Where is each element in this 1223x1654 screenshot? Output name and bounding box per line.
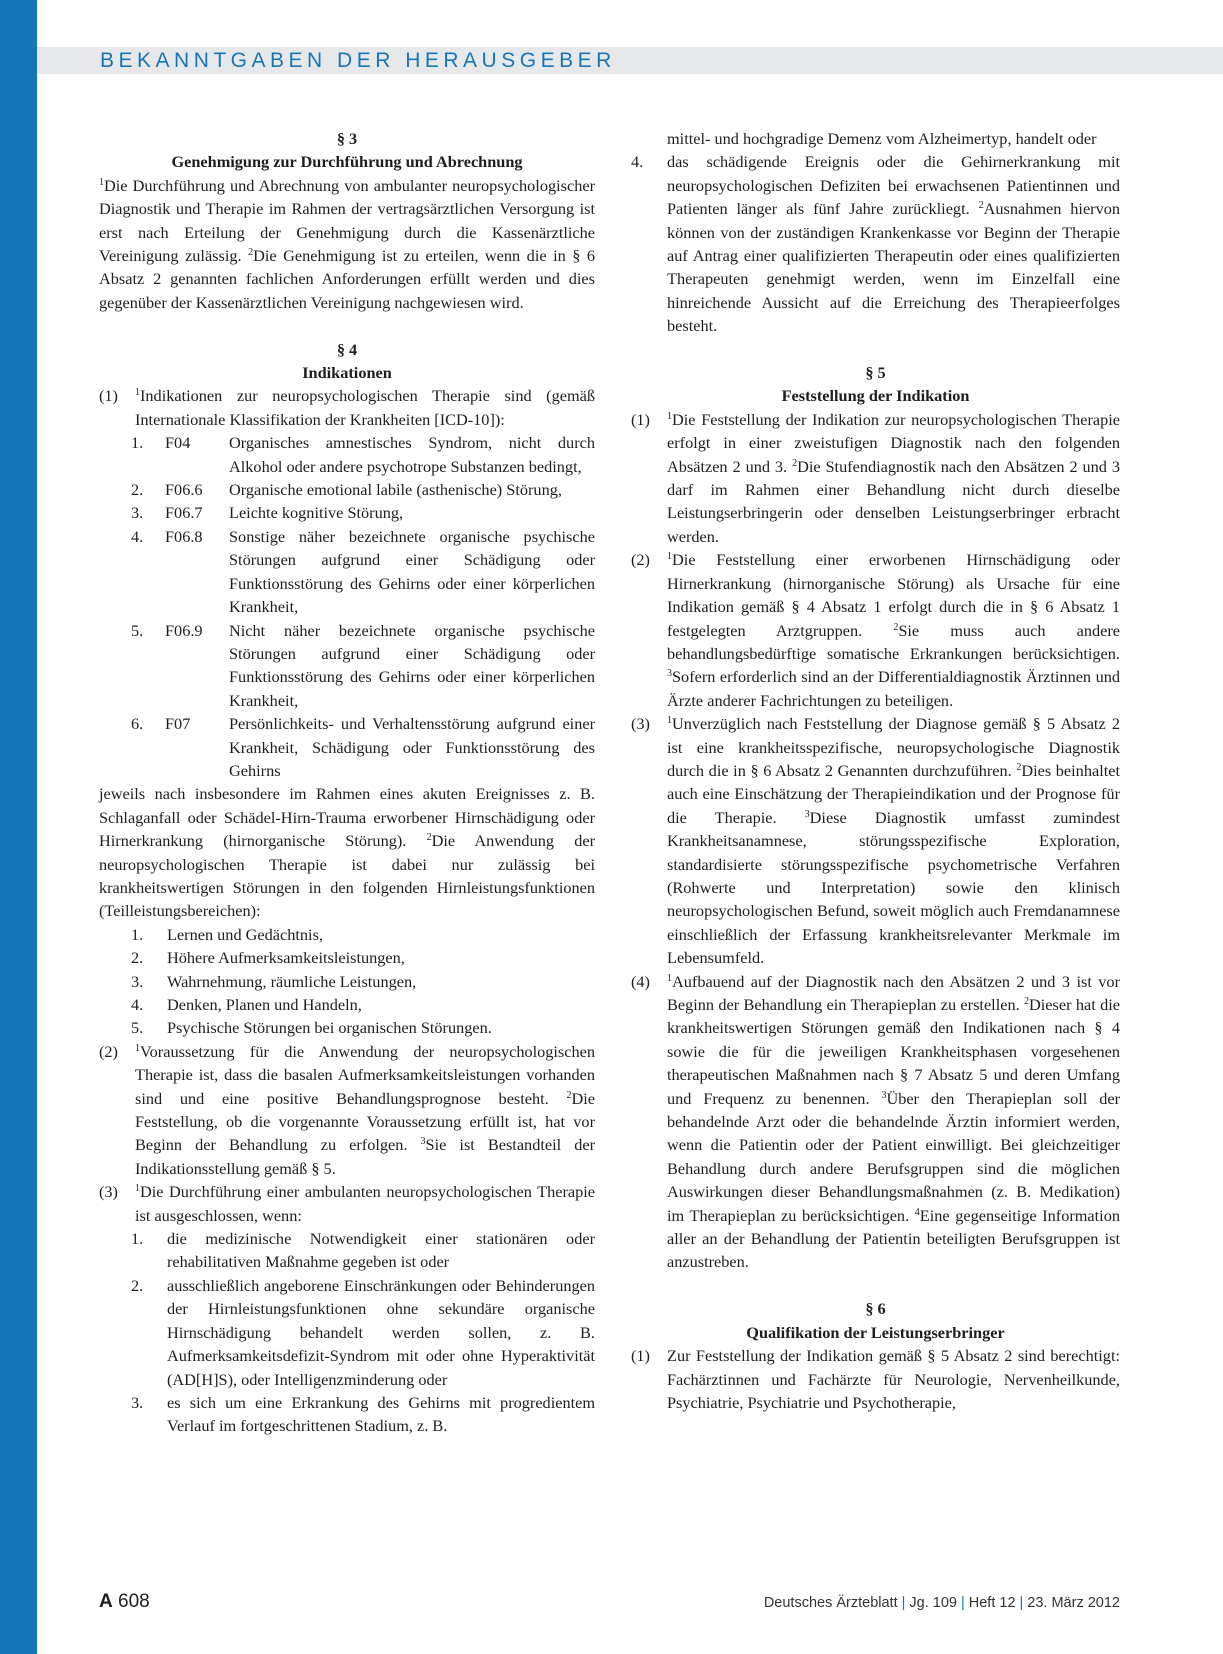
- page-number: A 608: [99, 1591, 150, 1612]
- icd-list: [99, 431, 595, 782]
- section-3-title: Genehmigung zur Durchführung und Abrechnung: [171, 152, 523, 172]
- icd-item: 1. F04 Organisches amnestisches Syndrom, nicht durch Alkohol oder andere psychotrope Substanzen bedingt,: [131, 433, 595, 476]
- icd-code: F04: [165, 433, 191, 453]
- paragraph-label: (1): [631, 1346, 650, 1366]
- paragraph-label: (1): [631, 409, 650, 429]
- journal-issue: Heft 12: [968, 1595, 1016, 1611]
- icd-code: F06.6: [165, 480, 203, 500]
- list-item: 2. ausschließlich angeborene Einschränkungen oder Behinderungen der Hirnleistungsfunktionen ohne sekundäre organische Hirnschädigung behandelt werden sollen, z. B. Aufmerksamkeitsdefizit-Syndrom mit oder ohne Hyperaktivität (AD[H]S), oder Intelligenzminderung oder: [131, 1275, 595, 1389]
- icd-code: F06.7: [165, 503, 203, 523]
- paragraph-label: (4): [631, 971, 650, 991]
- journal-volume: Jg. 109: [909, 1595, 957, 1611]
- paragraph-label: (3): [631, 714, 650, 734]
- section-4: [99, 338, 595, 1438]
- section-6-title: Qualifikation der Leistungserbringer: [746, 1322, 1005, 1342]
- separator: |: [901, 1595, 906, 1611]
- paragraph-label: (2): [99, 1041, 118, 1061]
- list-item: 1. die medizinische Notwendigkeit einer stationären oder rehabilitativen Maßnahme gegeben ist oder: [131, 1229, 595, 1272]
- paragraph-label: (3): [99, 1182, 118, 1202]
- right-column: [631, 127, 1120, 1414]
- section-4-paragraph-2: (2) $^1$Voraussetzung für die Anwendung der neuropsychologischen Therapie ist, dass die basalen Aufmerksamkeitsleistungen vorhanden sind und eine positive Behandlungsprognose besteht. $^2$Die Feststellung, ob die vorgenannte Voraussetzung erfüllt ist, hat vor Beginn der Behandlung zu erfolgen. $^3$Sie ist Bestandteil der Indikationsstellung gemäß § 5.: [99, 1041, 595, 1178]
- icd-item: 2. F06.6 Organische emotional labile (asthenische) Störung,: [99, 478, 595, 501]
- section-4-number: § 4: [336, 339, 358, 359]
- list-item: 3. Wahrnehmung, räumliche Leistungen,: [131, 971, 417, 991]
- section-4-paragraph-3: (3) $^1$Die Durchführung einer ambulanten neuropsychologischen Therapie ist ausgeschlossen, wenn:: [99, 1182, 595, 1225]
- section-5: [631, 361, 1120, 1274]
- journal-citation: [764, 1595, 1120, 1611]
- journal-date: 23. März 2012: [1027, 1595, 1120, 1611]
- icd-code: F06.9: [165, 620, 203, 640]
- section-3: [99, 127, 595, 314]
- brain-function-areas-list: [99, 923, 595, 1040]
- separator: |: [1019, 1595, 1024, 1611]
- section-5-paragraph-1: (1) $^1$Die Feststellung der Indikation zur neuropsychologischen Therapie erfolgt in einer zweistufigen Diagnostik nach den folgenden Absätzen 2 und 3. $^2$Die Stufendiagnostik nach den Absätzen 2 und 3 darf im Rahmen einer Behandlung nicht durch dieselbe Leistungserbringerin oder denselben Leistungserbringer erbracht werden.: [631, 409, 1121, 546]
- icd-item: 4. F06.8 Sonstige näher bezeichnete organische psychische Störungen aufgrund einer Schädigung oder Funktionsstörung des Gehirns oder einer körperlichen Krankheit,: [131, 526, 595, 617]
- icd-item: 3. F06.7 Leichte kognitive Störung,: [99, 501, 595, 524]
- journal-name: Deutsches Ärzteblatt: [763, 1595, 898, 1611]
- list-item: 3. es sich um eine Erkrankung des Gehirns mit progredientem Verlauf im fortgeschrittenen Stadium, z. B.: [131, 1392, 595, 1436]
- section-3-number: § 3: [336, 129, 358, 148]
- section-4-paragraph-1-continuation: jeweils nach insbesondere im Rahmen eines akuten Ereignisses z. B. Schlaganfall oder Schädel-Hirn-Trauma erworbener Hirnschädigung oder Hirnerkrankung (hirnorganische Störung). $^2$Die Anwendung der neuropsychologischen Therapie ist dabei nur zulässig bei krankheitswertigen Störungen in den folgenden Hirnleistungsfunktionen (Teilleistungsbereichen):: [99, 784, 595, 921]
- icd-item: 6. F07 Persönlichkeits- und Verhaltensstörung aufgrund einer Krankheit, Schädigung oder Funktionsstörung des Gehirns: [131, 714, 595, 780]
- icd-code: F07: [165, 714, 191, 734]
- icd-item: 5. F06.9 Nicht näher bezeichnete organische psychische Störungen aufgrund einer Schädigung oder Funktionsstörung des Gehirns oder einer körperlichen Krankheit,: [131, 620, 595, 710]
- paragraph-label: (1): [99, 386, 118, 406]
- exclusion-item-3-continuation: mittel- und hochgradige Demenz vom Alzheimertyp, handelt oder: [667, 129, 1097, 148]
- section-5-title: Feststellung der Indikation: [781, 386, 970, 406]
- section-5-paragraph-3: (3) $^1$Unverzüglich nach Feststellung der Diagnose gemäß § 5 Absatz 2 ist eine krankheitsspezifische, neuropsychologische Diagnostik durch die in § 6 Absatz 2 Genannten durchzuführen. $^2$Dies beinhaltet auch eine Einschätzung der Therapieindikation und der Prognose für die Therapie. $^3$Diese Diagnostik umfasst zumindest Krankheitsanamnese, störungsspezifische Exploration, standardisierte störungsspezifische psychometrische Verfahren (Rohwerte und Interpretation) sowie den klinisch neuropsychologischen Befund, soweit möglich auch Fremdanamnese einschließlich der Erfassung krankheitsrelevanter Merkmale im Lebensumfeld.: [631, 714, 1120, 968]
- section-4-paragraph-1: (1) $^1$Indikationen zur neuropsychologischen Therapie sind (gemäß Internationale Klassifikation der Krankheiten [ICD-10]):: [99, 386, 595, 429]
- list-item: 5. Psychische Störungen bei organischen Störungen.: [131, 1018, 492, 1038]
- section-6-paragraph-1: (1) Zur Feststellung der Indikation gemäß § 5 Absatz 2 sind berechtigt: Fachärztinnen und Fachärzte für Neurologie, Nervenheilkunde, Psychiatrie, Psychiatrie und Psychotherapie,: [631, 1346, 1120, 1412]
- paragraph-label: (2): [631, 550, 650, 570]
- list-item: 4. das schädigende Ereignis oder die Gehirnerkrankung mit neuropsychologischen Defiziten bei erwachsenen Patientinnen und Patienten länger als fünf Jahre zurückliegt. $^2$Ausnahmen hiervon können von der zuständigen Krankenkasse vor Beginn der Therapie auf Antrag einer qualifizierten Therapeutin oder eines qualifizierten Therapeuten genehmigt werden, wenn im Einzelfall eine hinreichende Aussicht auf die Erreichung des Therapieerfolges besteht.: [631, 152, 1121, 336]
- blue-sidebar-bar: [0, 0, 37, 1654]
- icd-code: F06.8: [165, 526, 203, 546]
- section-5-paragraph-2: (2) $^1$Die Feststellung einer erworbenen Hirnschädigung oder Hirnerkrankung (hirnorganische Störung) als Ursache für eine Indikation gemäß § 4 Absatz 1 erfolgt durch die in § 6 Absatz 1 festgelegten Arztgruppen. $^2$Sie muss auch andere behandlungsbedürftige somatische Erkrankungen berücksichtigen. $^3$Sofern erforderlich sind an der Differentialdiagnostik Ärztinnen und Ärzte anderer Fachrichtungen zu beteiligen.: [631, 550, 1121, 710]
- section-5-number: § 5: [865, 363, 886, 383]
- exclusion-list: [99, 1227, 595, 1438]
- list-item: 1. Lernen und Gedächtnis,: [131, 924, 323, 944]
- section-5-paragraph-4: (4) $^1$Aufbauend auf der Diagnostik nach den Absätzen 2 und 3 ist vor Beginn der Behandlung ein Therapieplan zu erstellen. $^2$Dieser hat die krankheitswertigen Störungen gemäß den Indikationen nach § 4 sowie die für die jeweiligen Krankheitsphasen vorgesehenen therapeutischen Maßnahmen nach § 7 Absatz 5 und deren Umfang und Frequenz zu benennen. $^3$Über den Therapieplan soll der behandelnde Arzt oder die behandelnde Ärztin informiert werden, wenn die Patientin oder der Patient einwilligt. Bei gleichzeitiger Behandlung durch andere Berufsgruppen sind die möglichen Auswirkungen dieser Behandlungsmaßnahmen (z. B. Medikation) im Therapieplan zu berücksichtigen. $^4$Eine gegenseitige Information aller an der Behandlung der Patientin beteiligten Berufsgruppen ist anzustreben.: [631, 971, 1120, 1272]
- list-item: 4. Denken, Planen und Handeln,: [131, 995, 362, 1015]
- separator: |: [960, 1595, 965, 1611]
- list-item: 2. Höhere Aufmerksamkeitsleistungen,: [131, 948, 405, 968]
- left-column: [99, 127, 595, 1438]
- section-3-text: $^1$Die Durchführung und Abrechnung von ambulanter neuropsychologischer Diagnostik und Therapie im Rahmen der vertragsärztlichen Versorgung ist erst nach Erteilung der Genehmigung durch die Kassenärztliche Vereinigung zulässig. $^2$Die Genehmigung ist zu erteilen, wenn die in § 6 Absatz 2 genannten fachlichen Anforderungen erfüllt werden und dies gegenüber der Kassenärztlichen Vereinigung nachgewiesen wird.: [99, 175, 595, 312]
- section-6-number: § 6: [865, 1299, 886, 1319]
- section-6: [631, 1297, 1120, 1414]
- section-4-title: Indikationen: [302, 363, 392, 383]
- section-header-title: BEKANNTGABEN DER HERAUSGEBER: [100, 49, 616, 72]
